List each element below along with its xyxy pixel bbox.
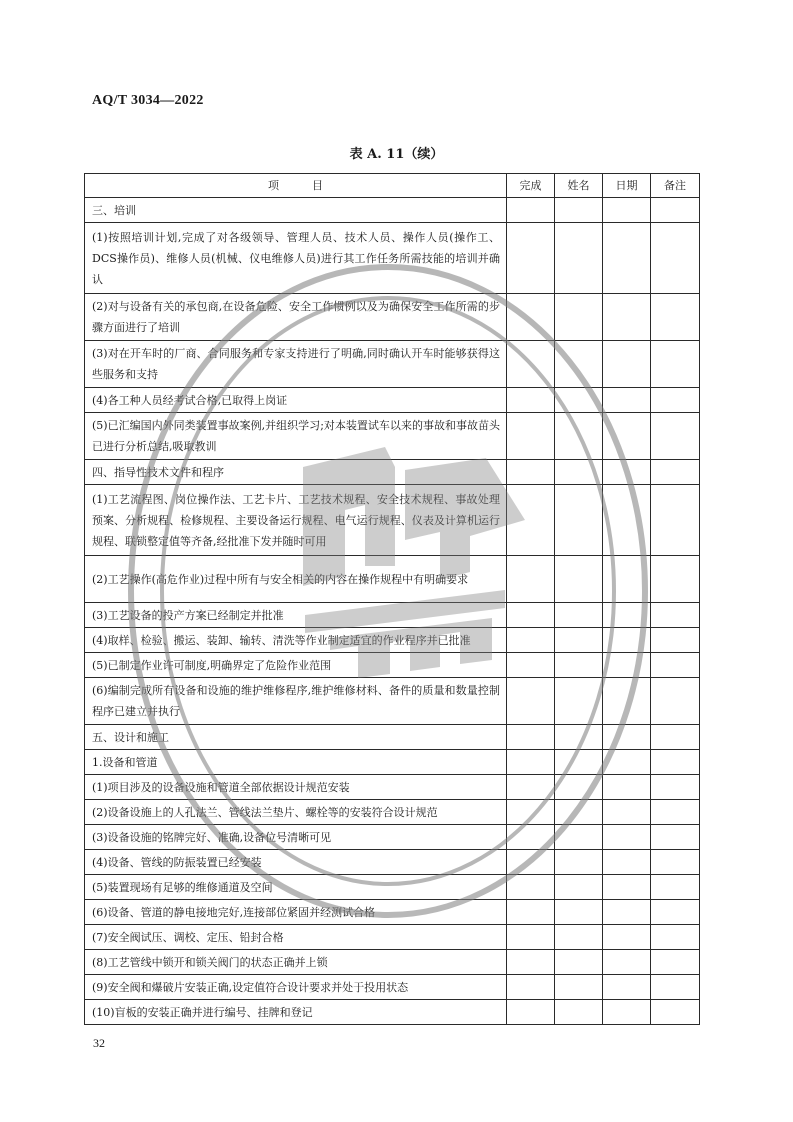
complete-cell[interactable] — [507, 1000, 555, 1025]
column-header-complete: 完成 — [507, 174, 555, 198]
complete-cell[interactable] — [507, 485, 555, 556]
complete-cell[interactable] — [507, 198, 555, 223]
remarks-cell[interactable] — [651, 556, 700, 603]
item-cell: 四、指导性技术文件和程序 — [85, 460, 507, 485]
name-cell[interactable] — [555, 413, 603, 460]
name-cell[interactable] — [555, 900, 603, 925]
item-cell: (5)已汇编国内外同类装置事故案例,并组织学习;对本装置试车以来的事故和事故苗头已进行分析总结,吸取教训 — [85, 413, 507, 460]
date-cell[interactable] — [603, 850, 651, 875]
item-cell: (6)设备、管道的静电接地完好,连接部位紧固并经测试合格 — [85, 900, 507, 925]
complete-cell[interactable] — [507, 975, 555, 1000]
name-cell[interactable] — [555, 800, 603, 825]
item-cell: (1)工艺流程图、岗位操作法、工艺卡片、工艺技术规程、安全技术规程、事故处理预案、分析规程、检修规程、主要设备运行规程、电气运行规程、仪表及计算机运行规程、联锁整定值等齐备,经批准下发并随时可用 — [85, 485, 507, 556]
table-row — [85, 975, 700, 1000]
name-cell[interactable] — [555, 750, 603, 775]
remarks-cell[interactable] — [651, 460, 700, 485]
table-row — [85, 413, 700, 460]
name-cell[interactable] — [555, 341, 603, 388]
item-cell: (3)对在开车时的厂商、合同服务和专家支持进行了明确,同时确认开车时能够获得这些服务和支持 — [85, 341, 507, 388]
page-number: 32 — [93, 1036, 105, 1050]
item-cell: (3)工艺设备的投产方案已经制定并批准 — [85, 603, 507, 628]
complete-cell[interactable] — [507, 875, 555, 900]
item-cell: 三、培训 — [85, 198, 507, 223]
item-cell: 五、设计和施工 — [85, 725, 507, 750]
name-cell[interactable] — [555, 653, 603, 678]
table-body — [85, 198, 700, 1025]
complete-cell[interactable] — [507, 603, 555, 628]
complete-cell[interactable] — [507, 341, 555, 388]
remarks-cell[interactable] — [651, 294, 700, 341]
date-cell[interactable] — [603, 628, 651, 653]
name-cell[interactable] — [555, 725, 603, 750]
complete-cell[interactable] — [507, 653, 555, 678]
item-cell: (5)已制定作业许可制度,明确界定了危险作业范围 — [85, 653, 507, 678]
table-row — [85, 556, 700, 603]
table-row — [85, 825, 700, 850]
complete-cell[interactable] — [507, 850, 555, 875]
date-cell[interactable] — [603, 1000, 651, 1025]
table-row — [85, 1000, 700, 1025]
item-cell: (6)编制完成所有设备和设施的维护维修程序,维护维修材料、备件的质量和数量控制程序已建立并执行 — [85, 678, 507, 725]
column-header-remarks: 备注 — [651, 174, 700, 198]
date-cell[interactable] — [603, 825, 651, 850]
name-cell[interactable] — [555, 388, 603, 413]
remarks-cell[interactable] — [651, 678, 700, 725]
date-cell[interactable] — [603, 556, 651, 603]
table-row — [85, 678, 700, 725]
remarks-cell[interactable] — [651, 800, 700, 825]
table-row — [85, 198, 700, 223]
date-cell[interactable] — [603, 950, 651, 975]
item-cell: (8)工艺管线中锁开和锁关阀门的状态正确并上锁 — [85, 950, 507, 975]
remarks-cell[interactable] — [651, 875, 700, 900]
name-cell[interactable] — [555, 975, 603, 1000]
table-row — [85, 900, 700, 925]
date-cell[interactable] — [603, 900, 651, 925]
date-cell[interactable] — [603, 750, 651, 775]
complete-cell[interactable] — [507, 950, 555, 975]
remarks-cell[interactable] — [651, 1000, 700, 1025]
item-cell: (10)盲板的安装正确并进行编号、挂牌和登记 — [85, 1000, 507, 1025]
date-cell[interactable] — [603, 775, 651, 800]
item-cell: (1)项目涉及的设备设施和管道全部依据设计规范安装 — [85, 775, 507, 800]
complete-cell[interactable] — [507, 388, 555, 413]
remarks-cell[interactable] — [651, 975, 700, 1000]
item-cell: (9)安全阀和爆破片安装正确,设定值符合设计要求并处于投用状态 — [85, 975, 507, 1000]
remarks-cell[interactable] — [651, 223, 700, 294]
item-cell: (2)对与设备有关的承包商,在设备危险、安全工作惯例以及为确保安全工作所需的步骤方面进行了培训 — [85, 294, 507, 341]
date-cell[interactable] — [603, 413, 651, 460]
item-cell: (4)取样、检验、搬运、装卸、输转、清洗等作业制定适宜的作业程序并已批准 — [85, 628, 507, 653]
date-cell[interactable] — [603, 294, 651, 341]
complete-cell[interactable] — [507, 678, 555, 725]
date-cell[interactable] — [603, 975, 651, 1000]
date-cell[interactable] — [603, 925, 651, 950]
date-cell[interactable] — [603, 341, 651, 388]
remarks-cell[interactable] — [651, 950, 700, 975]
column-header-date: 日期 — [603, 174, 651, 198]
name-cell[interactable] — [555, 850, 603, 875]
item-cell: (5)装置现场有足够的维修通道及空间 — [85, 875, 507, 900]
date-cell[interactable] — [603, 875, 651, 900]
date-cell[interactable] — [603, 198, 651, 223]
date-cell[interactable] — [603, 725, 651, 750]
name-cell[interactable] — [555, 603, 603, 628]
remarks-cell[interactable] — [651, 628, 700, 653]
remarks-cell[interactable] — [651, 413, 700, 460]
table-row — [85, 800, 700, 825]
table-row — [85, 223, 700, 294]
complete-cell[interactable] — [507, 775, 555, 800]
remarks-cell[interactable] — [651, 603, 700, 628]
name-cell[interactable] — [555, 825, 603, 850]
name-cell[interactable] — [555, 294, 603, 341]
remarks-cell[interactable] — [651, 850, 700, 875]
complete-cell[interactable] — [507, 825, 555, 850]
complete-cell[interactable] — [507, 413, 555, 460]
date-cell[interactable] — [603, 485, 651, 556]
remarks-cell[interactable] — [651, 388, 700, 413]
date-cell[interactable] — [603, 223, 651, 294]
complete-cell[interactable] — [507, 294, 555, 341]
item-cell: (2)设备设施上的人孔法兰、管线法兰垫片、螺栓等的安装符合设计规范 — [85, 800, 507, 825]
table-row — [85, 850, 700, 875]
complete-cell[interactable] — [507, 460, 555, 485]
checklist-table — [84, 173, 700, 1025]
complete-cell[interactable] — [507, 900, 555, 925]
name-cell[interactable] — [555, 556, 603, 603]
table-header-row — [85, 174, 700, 198]
item-cell: (4)各工种人员经考试合格,已取得上岗证 — [85, 388, 507, 413]
table-row — [85, 294, 700, 341]
table-row — [85, 341, 700, 388]
complete-cell[interactable] — [507, 725, 555, 750]
remarks-cell[interactable] — [651, 775, 700, 800]
date-cell[interactable] — [603, 678, 651, 725]
column-header-name: 姓名 — [555, 174, 603, 198]
date-cell[interactable] — [603, 388, 651, 413]
remarks-cell[interactable] — [651, 341, 700, 388]
name-cell[interactable] — [555, 460, 603, 485]
complete-cell[interactable] — [507, 628, 555, 653]
remarks-cell[interactable] — [651, 725, 700, 750]
complete-cell[interactable] — [507, 800, 555, 825]
table-row — [85, 875, 700, 900]
complete-cell[interactable] — [507, 750, 555, 775]
table-row — [85, 388, 700, 413]
table-row — [85, 925, 700, 950]
table-row — [85, 460, 700, 485]
name-cell[interactable] — [555, 628, 603, 653]
name-cell[interactable] — [555, 775, 603, 800]
item-cell: (1)按照培训计划,完成了对各级领导、管理人员、技术人员、操作人员(操作工、DCS操作员)、维修人员(机械、仪电维修人员)进行其工作任务所需技能的培训并确认 — [85, 223, 507, 294]
name-cell[interactable] — [555, 875, 603, 900]
name-cell[interactable] — [555, 198, 603, 223]
remarks-cell[interactable] — [651, 750, 700, 775]
item-cell: (4)设备、管线的防振装置已经安装 — [85, 850, 507, 875]
complete-cell[interactable] — [507, 925, 555, 950]
name-cell[interactable] — [555, 485, 603, 556]
complete-cell[interactable] — [507, 556, 555, 603]
remarks-cell[interactable] — [651, 825, 700, 850]
name-cell[interactable] — [555, 223, 603, 294]
date-cell[interactable] — [603, 653, 651, 678]
date-cell[interactable] — [603, 800, 651, 825]
date-cell[interactable] — [603, 460, 651, 485]
table-title: 表 A. 11（续） — [349, 147, 444, 162]
name-cell[interactable] — [555, 1000, 603, 1025]
table-row — [85, 725, 700, 750]
remarks-cell[interactable] — [651, 900, 700, 925]
table-row — [85, 750, 700, 775]
item-cell: (7)安全阀试压、调校、定压、铅封合格 — [85, 925, 507, 950]
table-row — [85, 603, 700, 628]
table-row — [85, 485, 700, 556]
item-cell: (2)工艺操作(高危作业)过程中所有与安全相关的内容在操作规程中有明确要求 — [85, 556, 507, 603]
item-cell: 1.设备和管道 — [85, 750, 507, 775]
remarks-cell[interactable] — [651, 653, 700, 678]
name-cell[interactable] — [555, 950, 603, 975]
remarks-cell[interactable] — [651, 925, 700, 950]
remarks-cell[interactable] — [651, 198, 700, 223]
item-cell: (3)设备设施的铭牌完好、准确,设备位号清晰可见 — [85, 825, 507, 850]
table-row — [85, 653, 700, 678]
table-row — [85, 775, 700, 800]
table-row — [85, 628, 700, 653]
column-header-item: 项 目 — [85, 174, 507, 198]
date-cell[interactable] — [603, 603, 651, 628]
complete-cell[interactable] — [507, 223, 555, 294]
table-row — [85, 950, 700, 975]
remarks-cell[interactable] — [651, 485, 700, 556]
name-cell[interactable] — [555, 678, 603, 725]
standard-code: AQ/T 3034—2022 — [92, 93, 204, 108]
name-cell[interactable] — [555, 925, 603, 950]
